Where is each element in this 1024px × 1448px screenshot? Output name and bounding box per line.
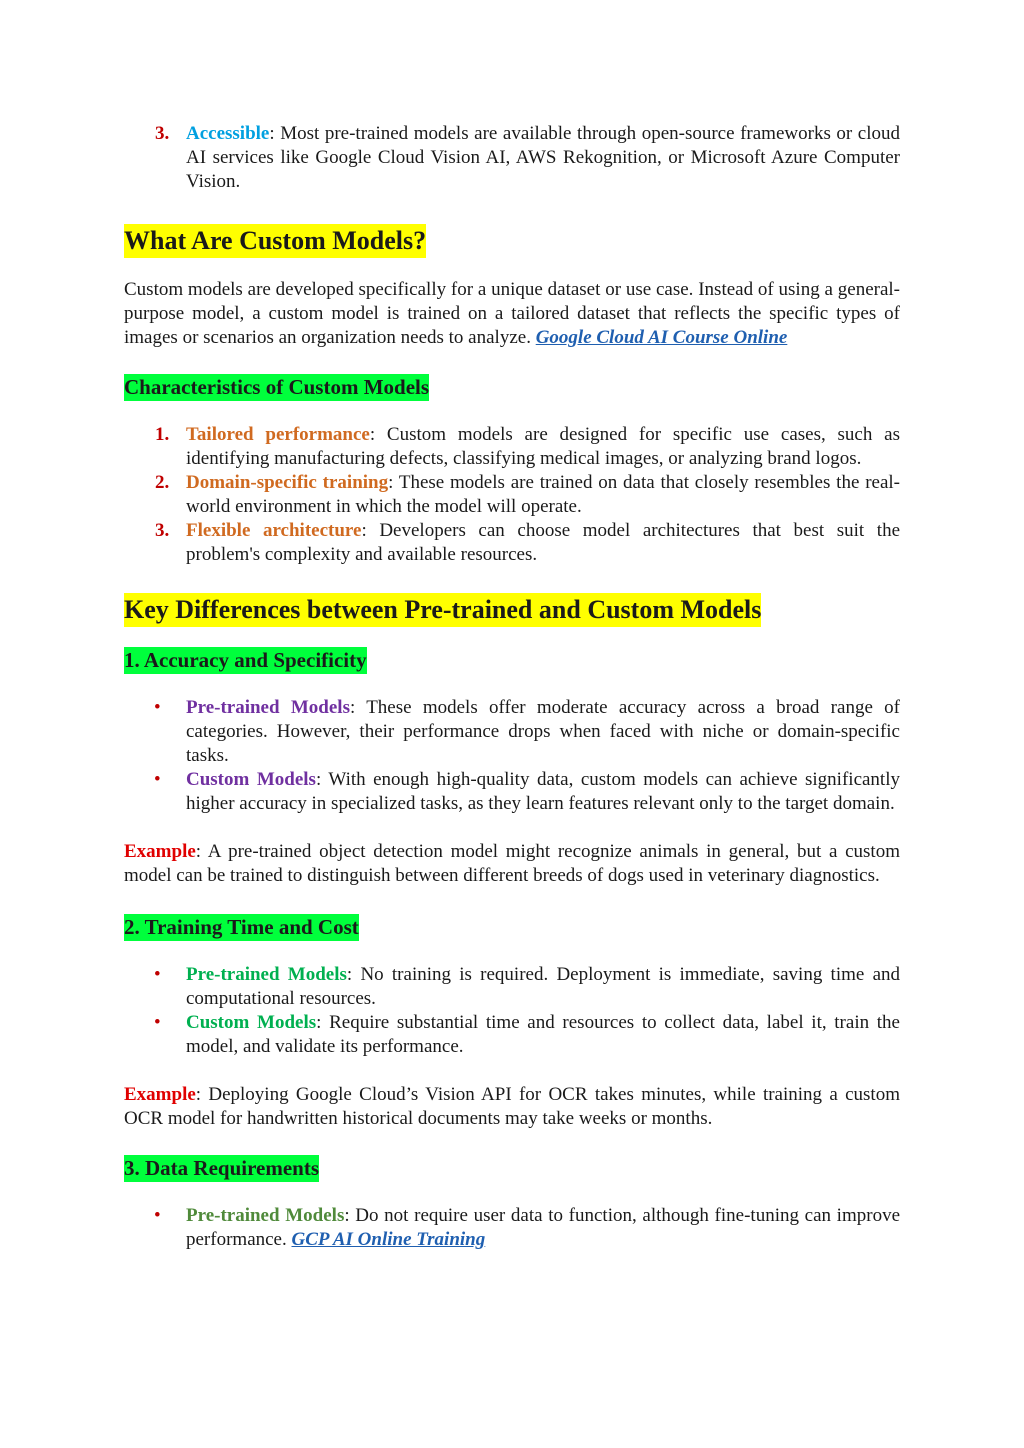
characteristics-list bbox=[124, 423, 900, 567]
heading-training: 2. Training Time and Cost bbox=[124, 915, 359, 939]
term-accessible: Accessible bbox=[186, 123, 270, 144]
document-page bbox=[124, 122, 900, 1252]
item-text: : These models offer moderate accuracy across a broad range of categories. However, their performance drops when faced with niche or domain-specific tasks. bbox=[186, 697, 900, 766]
list-item bbox=[124, 1011, 900, 1059]
example-label: Example bbox=[124, 1084, 196, 1105]
item-text: : No training is required. Deployment is immediate, saving time and computational resources. bbox=[186, 964, 901, 1009]
list-item bbox=[124, 423, 900, 471]
heading-accuracy: 1. Accuracy and Specificity bbox=[124, 648, 367, 672]
list-item bbox=[124, 1204, 900, 1252]
gcp-training-link[interactable]: GCP AI Online Training bbox=[291, 1229, 486, 1250]
list-item bbox=[124, 696, 900, 768]
bullet-icon: • bbox=[154, 1205, 161, 1226]
bullet-icon: • bbox=[154, 1012, 161, 1033]
bullet-icon: • bbox=[154, 697, 161, 718]
example-text: : Deploying Google Cloud’s Vision API for OCR takes minutes, while training a custom OCR model for handwritten historical documents may take weeks or months. bbox=[124, 1084, 900, 1129]
accuracy-example bbox=[124, 840, 900, 888]
term: Domain-specific training bbox=[186, 472, 389, 493]
item-text: : Custom models are designed for specific use cases, such as identifying manufacturing defects, classifying medical images, or analyzing brand logos. bbox=[186, 424, 900, 469]
custom-models-paragraph bbox=[124, 278, 900, 350]
item-text: : With enough high-quality data, custom models can achieve significantly higher accuracy in specialized tasks, as they learn features relevant only to the target domain. bbox=[186, 769, 900, 814]
accuracy-list bbox=[124, 696, 900, 816]
google-cloud-course-link[interactable]: Google Cloud AI Course Online bbox=[535, 327, 788, 348]
paragraph-text: Custom models are developed specifically for a unique dataset or use case. Instead of using a general-purpose model, a custom model is trained on a tailored dataset that reflects the specific types of images or scenarios an organization needs to analyze. bbox=[124, 279, 900, 348]
list-item bbox=[124, 963, 900, 1011]
term: Pre-trained Models bbox=[186, 1205, 345, 1226]
heading-custom-models: What Are Custom Models? bbox=[124, 224, 426, 258]
item-text: : Developers can choose model architectures that best suit the problem's complexity and available resources. bbox=[186, 520, 900, 565]
list-item bbox=[124, 519, 900, 567]
term: Pre-trained Models bbox=[186, 964, 347, 985]
heading-data-requirements: 3. Data Requirements bbox=[124, 1156, 320, 1180]
heading-key-differences: Key Differences between Pre-trained and Custom Models bbox=[124, 593, 761, 627]
bullet-icon: • bbox=[154, 964, 161, 985]
term: Custom Models bbox=[186, 1012, 317, 1033]
item-text: : Most pre-trained models are available through open-source frameworks or cloud AI services like Google Cloud Vision AI, AWS Rekognition, or Microsoft Azure Computer Vision. bbox=[186, 123, 900, 192]
data-list bbox=[124, 1204, 900, 1252]
item-text: : Do not require user data to function, although fine-tuning can improve performance. bbox=[186, 1205, 900, 1250]
term: Pre-trained Models bbox=[186, 697, 350, 718]
term: Flexible architecture bbox=[186, 520, 362, 541]
list-number: 2. bbox=[155, 472, 170, 493]
list-item bbox=[124, 768, 900, 816]
list-number: 1. bbox=[155, 424, 170, 445]
list-number: 3. bbox=[155, 520, 170, 541]
term: Tailored performance bbox=[186, 424, 370, 445]
example-label: Example bbox=[124, 841, 196, 862]
list-number: 3. bbox=[155, 123, 170, 144]
bullet-icon: • bbox=[154, 769, 161, 790]
list-item bbox=[124, 471, 900, 519]
heading-characteristics: Characteristics of Custom Models bbox=[124, 375, 430, 399]
training-example bbox=[124, 1083, 900, 1131]
list-item-accessible bbox=[124, 122, 900, 194]
example-text: : A pre-trained object detection model might recognize animals in general, but a custom model can be trained to distinguish between different breeds of dogs used in veterinary diagnostics. bbox=[124, 841, 900, 886]
item-text: : These models are trained on data that closely resembles the real-world environment in which the model will operate. bbox=[186, 472, 900, 517]
training-list bbox=[124, 963, 900, 1059]
item-text: : Require substantial time and resources to collect data, label it, train the model, and validate its performance. bbox=[186, 1012, 900, 1057]
term: Custom Models bbox=[186, 769, 316, 790]
